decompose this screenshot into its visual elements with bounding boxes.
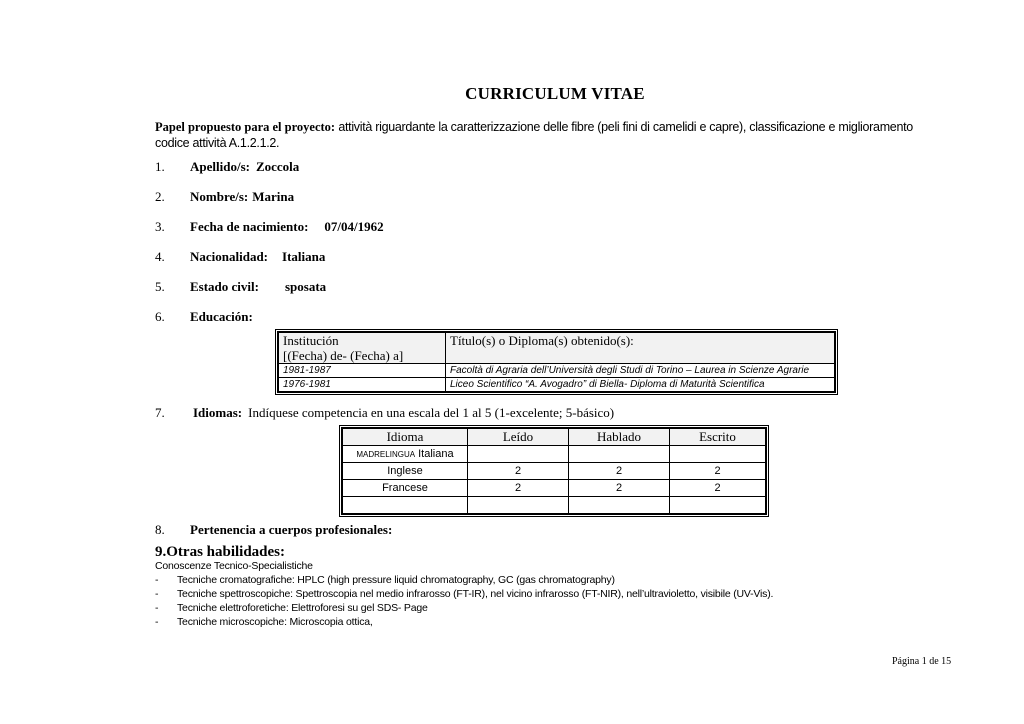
item-education — [155, 309, 253, 325]
item-number: 6. — [155, 309, 165, 324]
proposal-text: attività riguardante la caratterizzazione delle fibre (peli fini di camelidi e capre), classificazione e miglioramento — [338, 120, 913, 134]
language-read — [468, 497, 569, 515]
document-title: CURRICULUM VITAE — [465, 84, 645, 103]
list-item — [155, 573, 773, 587]
education-title: Facoltà di Agraria dell’Università degli Studi di Torino – Laurea in Scienze Agrarie — [446, 364, 836, 378]
item-surname — [155, 159, 299, 175]
item-name — [155, 189, 294, 205]
education-title: Liceo Scientifico “A. Avogadro” di Biella- Diploma di Maturità Scientifica — [446, 378, 836, 393]
dates-header-label: [(Fecha) de- (Fecha) a] — [283, 348, 404, 363]
language-spoken — [569, 446, 670, 463]
nationality-value: Italiana — [282, 249, 326, 264]
bullet-dash: - — [155, 588, 159, 600]
civil-status-label: Estado civil: — [190, 279, 259, 294]
proposal-label: Papel propuesto para el proyecto: — [155, 120, 336, 134]
item-number: 3. — [155, 219, 165, 234]
skill-text: Tecniche cromatografiche: HPLC (high pressure liquid chromatography, GC (gas chromatography) — [177, 574, 615, 586]
item-number: 2. — [155, 189, 165, 204]
language-name: Inglese — [342, 463, 468, 480]
education-dates: 1976-1981 — [278, 378, 446, 393]
item-birthdate — [155, 219, 384, 235]
nationality-label: Nacionalidad: — [190, 249, 269, 264]
education-dates: 1981-1987 — [278, 364, 446, 378]
table-row — [342, 497, 766, 515]
education-header-row — [278, 332, 835, 364]
proposal-code: codice attività A.1.2.1.2. — [155, 136, 280, 150]
languages-header-row — [342, 428, 766, 446]
skill-text: Tecniche microscopiche: Microscopia ottica, — [177, 616, 373, 628]
header-written: Escrito — [670, 428, 767, 446]
skills-heading: 9.Otras habilidades: — [155, 544, 286, 560]
skill-text: Tecniche elettroforetiche: Elettroforesi su gel SDS- Page — [177, 602, 428, 614]
item-number: 1. — [155, 159, 165, 174]
item-number: 5. — [155, 279, 165, 294]
item-number: 4. — [155, 249, 165, 264]
item-number: 7. — [155, 405, 165, 420]
education-label: Educación: — [190, 309, 253, 324]
language-name-text: Italiana — [418, 448, 454, 460]
language-name — [342, 446, 468, 463]
bullet-dash: - — [155, 574, 159, 586]
table-row — [278, 378, 835, 393]
item-languages — [155, 405, 614, 421]
language-prefix: MADRELINGUA — [356, 450, 416, 459]
birthdate-label: Fecha de nacimiento: — [190, 219, 309, 234]
list-item — [155, 601, 773, 615]
header-spoken: Hablado — [569, 428, 670, 446]
table-row — [342, 463, 766, 480]
item-civil-status — [155, 279, 326, 295]
languages-instruction: Indíquese competencia en una escala del 1 al 5 (1-excelente; 5-básico) — [248, 405, 615, 420]
header-language: Idioma — [342, 428, 468, 446]
language-written: 2 — [670, 463, 767, 480]
professional-bodies-label: Pertenencia a cuerpos profesionales: — [190, 522, 393, 537]
language-written — [670, 497, 767, 515]
skills-section — [155, 559, 773, 629]
skill-text: Tecniche spettroscopiche: Spettroscopia nel medio infrarosso (FT-IR), nel vicino infrarosso (FT-NIR), nell’ultravioletto, visibile (UV-Vis). — [177, 588, 774, 600]
surname-label: Apellido/s: — [190, 159, 250, 174]
civil-status-value: sposata — [284, 279, 327, 294]
language-name — [342, 497, 468, 515]
item-nationality — [155, 249, 325, 265]
education-header-institution — [278, 332, 446, 364]
language-written — [670, 446, 767, 463]
name-label: Nombre/s: — [190, 189, 249, 204]
languages-table — [341, 427, 767, 515]
language-spoken: 2 — [569, 480, 670, 497]
proposal-block — [155, 119, 955, 151]
table-row — [342, 480, 766, 497]
list-item — [155, 587, 773, 601]
education-table — [277, 331, 836, 393]
language-written: 2 — [670, 480, 767, 497]
language-read — [468, 446, 569, 463]
list-item — [155, 615, 773, 629]
education-header-title: Título(s) o Diploma(s) obtenido(s): — [446, 332, 836, 364]
language-read: 2 — [468, 480, 569, 497]
table-row — [278, 364, 835, 378]
table-row — [342, 446, 766, 463]
birthdate-value: 07/04/1962 — [324, 219, 384, 234]
page-number: Página 1 de 15 — [892, 656, 952, 667]
item-number: 8. — [155, 522, 165, 537]
language-name: Francese — [342, 480, 468, 497]
language-read: 2 — [468, 463, 569, 480]
skills-subheading: Conoscenze Tecnico-Specialistiche — [155, 560, 313, 572]
bullet-dash: - — [155, 602, 159, 614]
language-spoken: 2 — [569, 463, 670, 480]
item-professional-bodies — [155, 522, 392, 538]
language-spoken — [569, 497, 670, 515]
languages-label: Idiomas: — [193, 405, 243, 420]
surname-value: Zoccola — [255, 159, 300, 174]
header-read: Leído — [468, 428, 569, 446]
institution-header-label: Institución — [283, 333, 339, 348]
bullet-dash: - — [155, 616, 159, 628]
name-value: Marina — [252, 189, 295, 204]
